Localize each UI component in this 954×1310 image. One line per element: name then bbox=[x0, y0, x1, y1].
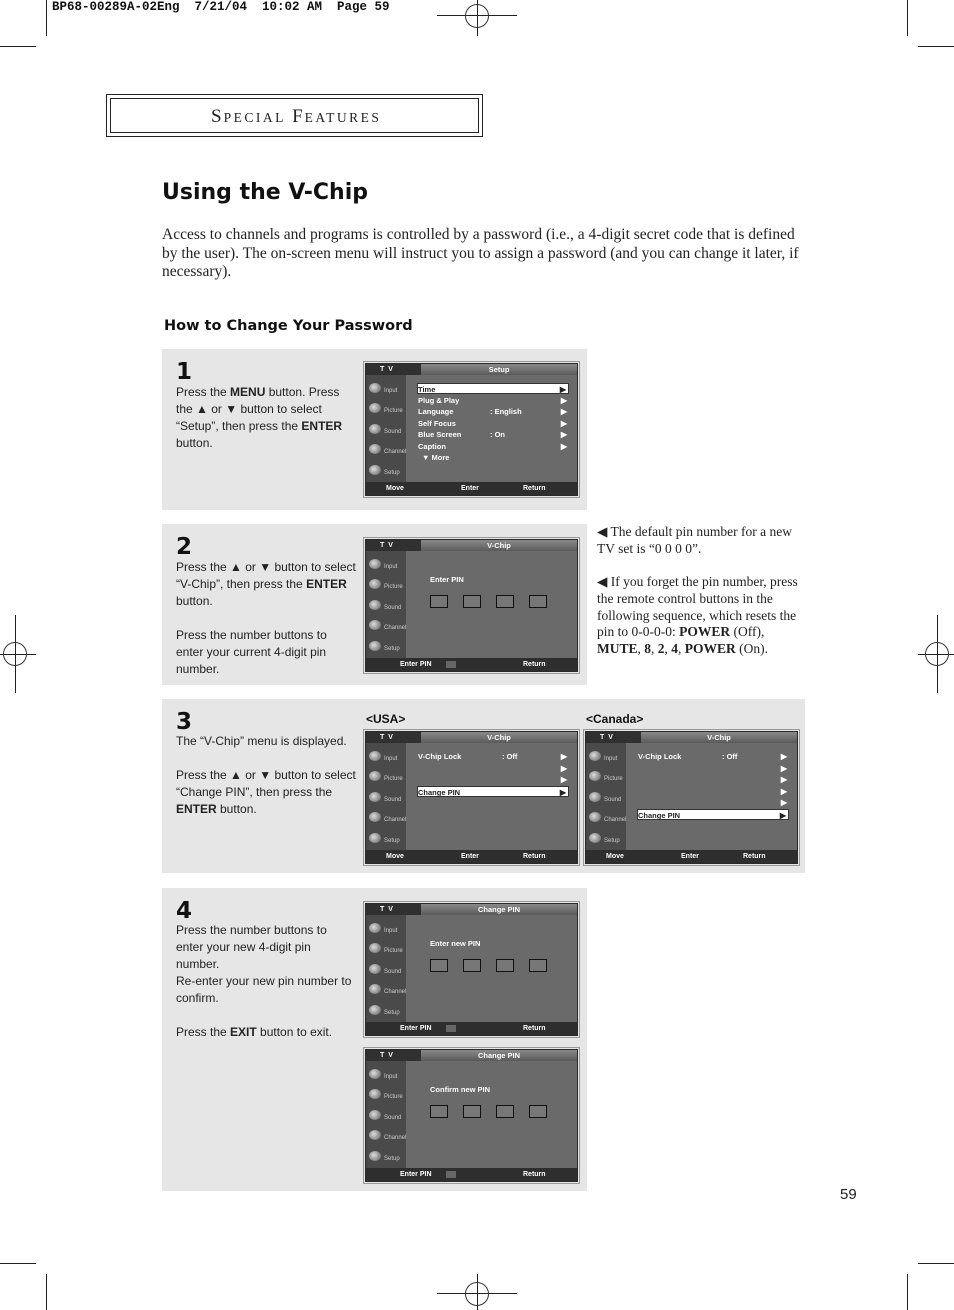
setup-icon bbox=[369, 465, 381, 475]
osd-menu-item: Blue Screen : On ▶ bbox=[418, 430, 567, 439]
registration-mark bbox=[465, 1282, 489, 1306]
tv-osd-vchip-usa: T V V-Chip Input Picture Sound Channel Setup V-Chip Lock : Off ▶ ▶ ▶ Change PIN ▶ Move Enter Return bbox=[365, 731, 578, 864]
sound-icon bbox=[369, 1110, 381, 1120]
picture-icon bbox=[589, 771, 601, 781]
note-forgot-pin: ◀ If you forget the pin number, press the remote control buttons in the following sequence, which resets the pin to 0-0-0-0: POWER (Off), MUTE, 8, 2, 4, POWER (On). bbox=[597, 574, 798, 657]
osd-menu-item: Time ▶ bbox=[417, 383, 569, 394]
step-2-box bbox=[162, 524, 587, 685]
setup-icon bbox=[369, 641, 381, 651]
step-4-box bbox=[162, 888, 587, 1191]
crop-mark bbox=[46, 1274, 47, 1310]
picture-icon bbox=[369, 579, 381, 589]
sound-icon bbox=[369, 424, 381, 434]
tv-osd-setup: T V Setup Input Picture Sound Channel Setup Time ▶ Plug & Play ▶ Language : English ▶ Self Focus ▶ Blue Screen : On ▶ Caption ▶ ▼ More Move Enter Return bbox=[365, 363, 578, 496]
input-icon bbox=[369, 383, 381, 393]
step-number: 2 bbox=[176, 534, 193, 560]
setup-icon bbox=[369, 1005, 381, 1015]
step-3-box bbox=[162, 699, 805, 873]
registration-mark bbox=[925, 642, 949, 666]
region-label-canada: <Canada> bbox=[586, 712, 644, 726]
input-icon bbox=[369, 1069, 381, 1079]
pin-prompt: Enter PIN bbox=[430, 575, 464, 584]
osd-menu-item: Plug & Play ▶ bbox=[418, 396, 567, 405]
step-3-text: The “V-Chip” menu is displayed. Press the ▲ or ▼ button to select “Change PIN”, then press the ENTER button. bbox=[176, 734, 356, 816]
pin-digit-box bbox=[496, 1105, 514, 1118]
sound-icon bbox=[369, 792, 381, 802]
note-default-pin: ◀ The default pin number for a new TV set is “0 0 0 0”. bbox=[597, 524, 792, 556]
osd-menu-item: V-Chip Lock : Off ▶ bbox=[638, 752, 787, 761]
tv-osd-enter-new-pin: T V Change PIN Input Picture Sound Channel Setup Enter new PIN Enter PIN Return bbox=[365, 903, 578, 1036]
registration-mark bbox=[3, 642, 27, 666]
page-title: Using the V-Chip bbox=[162, 180, 368, 205]
crop-mark bbox=[46, 0, 47, 36]
channel-icon bbox=[369, 812, 381, 822]
osd-menu-item: Change PIN ▶ bbox=[417, 786, 569, 797]
pin-prompt: Enter new PIN bbox=[430, 939, 481, 948]
pin-digit-box bbox=[430, 959, 448, 972]
pin-digit-box bbox=[430, 1105, 448, 1118]
setup-icon bbox=[589, 833, 601, 843]
pin-digit-box bbox=[463, 1105, 481, 1118]
setup-icon bbox=[369, 833, 381, 843]
crop-mark bbox=[0, 1263, 36, 1264]
picture-icon bbox=[369, 1089, 381, 1099]
pin-digit-box bbox=[529, 595, 547, 608]
sound-icon bbox=[369, 600, 381, 610]
osd-menu-item: Self Focus ▶ bbox=[418, 419, 567, 428]
channel-icon bbox=[369, 444, 381, 454]
step-number: 4 bbox=[176, 898, 193, 924]
registration-mark bbox=[465, 4, 489, 28]
region-label-usa: <USA> bbox=[366, 712, 406, 726]
channel-icon bbox=[369, 984, 381, 994]
sound-icon bbox=[589, 792, 601, 802]
intro-paragraph: Access to channels and programs is controlled by a password (i.e., a 4-digit secret code that is defined by the user). The on-screen menu will instruct you to assign a password (and you can change it later, if necessary). bbox=[162, 226, 799, 280]
osd-menu-item: Change PIN ▶ bbox=[637, 809, 789, 820]
channel-icon bbox=[589, 812, 601, 822]
osd-menu-item: Caption ▶ bbox=[418, 442, 567, 451]
picture-icon bbox=[369, 403, 381, 413]
pin-digit-box bbox=[463, 595, 481, 608]
picture-icon bbox=[369, 943, 381, 953]
pin-digit-box bbox=[496, 595, 514, 608]
step-number: 1 bbox=[176, 359, 193, 385]
input-icon bbox=[369, 751, 381, 761]
tv-osd-vchip-canada: T V V-Chip Input Picture Sound Channel Setup V-Chip Lock : Off ▶ ▶ ▶ ▶ ▶ Change PIN ▶ Move Enter Return bbox=[585, 731, 798, 864]
osd-more: ▼ More bbox=[422, 453, 450, 462]
crop-mark bbox=[918, 1263, 954, 1264]
pin-digit-box bbox=[496, 959, 514, 972]
picture-icon bbox=[369, 771, 381, 781]
input-icon bbox=[369, 923, 381, 933]
input-icon bbox=[589, 751, 601, 761]
pin-prompt: Confirm new PIN bbox=[430, 1085, 491, 1094]
channel-icon bbox=[369, 1130, 381, 1140]
sound-icon bbox=[369, 964, 381, 974]
step-number: 3 bbox=[176, 709, 193, 735]
pin-digit-box bbox=[463, 959, 481, 972]
channel-icon bbox=[369, 620, 381, 630]
crop-mark bbox=[918, 46, 954, 47]
osd-sidebar: Input Picture Sound Channel Setup bbox=[366, 375, 406, 482]
page-number: 59 bbox=[840, 1186, 857, 1203]
input-icon bbox=[369, 559, 381, 569]
pin-digit-box bbox=[430, 595, 448, 608]
step-1-text: Press the MENU button. Press the ▲ or ▼ button to select “Setup”, then press the ENTER button. bbox=[176, 385, 343, 450]
step-2-text: Press the ▲ or ▼ button to select “V-Chip”, then press the ENTER button. Press the number buttons to enter your current 4-digit pin number. bbox=[176, 560, 356, 676]
crop-mark bbox=[0, 46, 36, 47]
step-1-box bbox=[162, 349, 587, 510]
crop-mark bbox=[907, 0, 908, 36]
osd-menu-item: V-Chip Lock : Off ▶ bbox=[418, 752, 567, 761]
pin-digit-box bbox=[529, 959, 547, 972]
osd-menu-item: Language : English ▶ bbox=[418, 407, 567, 416]
section-label: SPECIAL FEATURES bbox=[211, 106, 382, 127]
pin-digit-box bbox=[529, 1105, 547, 1118]
print-header: BP68-00289A-02Eng 7/21/04 10:02 AM Page 59 bbox=[52, 0, 390, 14]
setup-icon bbox=[369, 1151, 381, 1161]
subheading: How to Change Your Password bbox=[164, 318, 413, 334]
crop-mark bbox=[907, 1274, 908, 1310]
tv-osd-confirm-new-pin: T V Change PIN Input Picture Sound Channel Setup Confirm new PIN Enter PIN Return bbox=[365, 1049, 578, 1182]
section-tab bbox=[106, 94, 483, 137]
tv-osd-vchip-enter-pin: T V V-Chip Input Picture Sound Channel Setup Enter PIN Enter PIN Return bbox=[365, 539, 578, 672]
step-4-text: Press the number buttons to enter your new 4-digit pin number. Re-enter your new pin number to confirm. Press the EXIT button to exit. bbox=[176, 923, 352, 1039]
